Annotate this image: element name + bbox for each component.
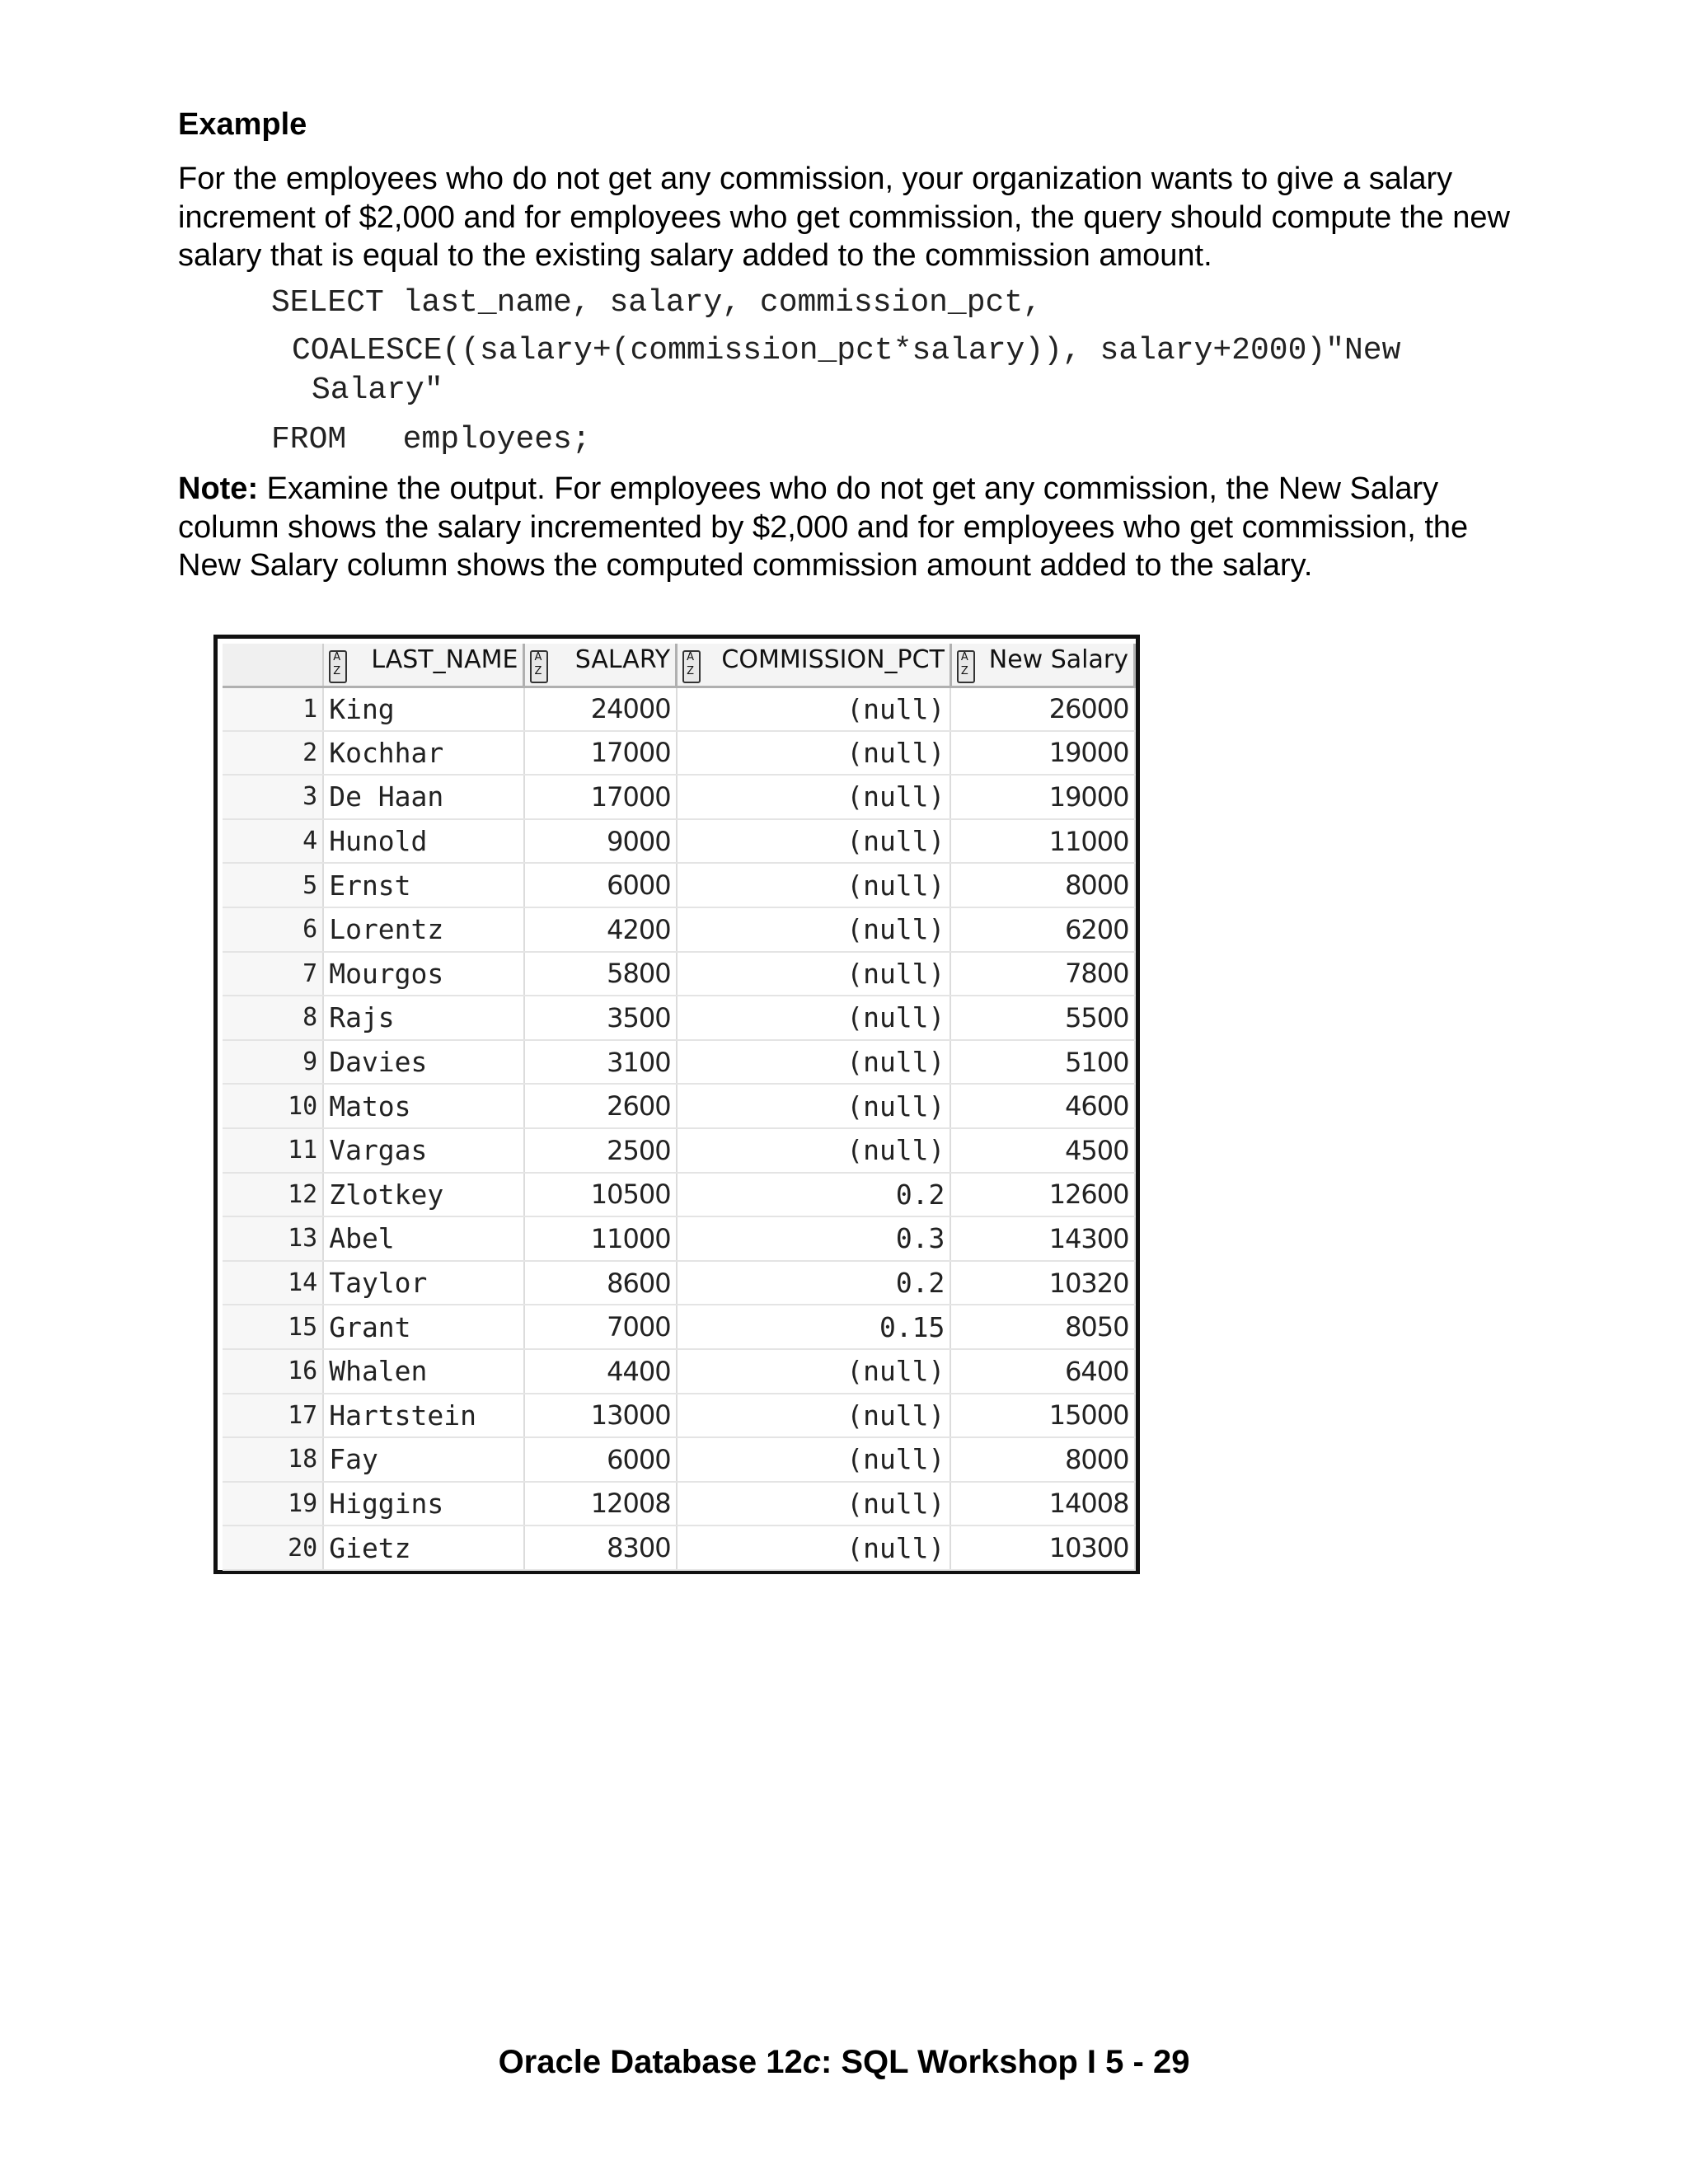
cell-salary[interactable]: 6000 [524,863,677,907]
cell-commission-pct[interactable]: (null) [677,1526,951,1570]
cell-new-salary[interactable]: 10320 [950,1261,1134,1305]
cell-last-name[interactable]: Davies [323,1040,524,1085]
query-result-grid [213,635,1140,1574]
table-row[interactable] [223,1349,1135,1394]
cell-salary[interactable]: 17000 [524,731,677,776]
row-number[interactable]: 14 [223,1261,323,1305]
cell-last-name[interactable]: Hunold [323,819,524,864]
column-header-last-name[interactable]: A Z LAST_NAME [323,644,524,687]
cell-commission-pct[interactable]: 0.15 [677,1305,951,1349]
row-number[interactable]: 16 [223,1349,323,1394]
cell-new-salary[interactable]: 4500 [950,1128,1134,1173]
cell-last-name[interactable]: Ernst [323,863,524,907]
cell-salary[interactable]: 24000 [524,687,677,731]
cell-new-salary[interactable]: 6200 [950,907,1134,952]
cell-last-name[interactable]: Matos [323,1084,524,1128]
row-number[interactable]: 20 [223,1526,323,1570]
cell-new-salary[interactable]: 4600 [950,1084,1134,1128]
row-number[interactable]: 3 [223,775,323,819]
cell-salary[interactable]: 6000 [524,1437,677,1482]
row-number-header [223,644,323,687]
cell-new-salary[interactable]: 8000 [950,863,1134,907]
cell-new-salary[interactable]: 8050 [950,1305,1134,1349]
table-row[interactable] [223,1216,1135,1261]
table-row[interactable] [223,1526,1135,1570]
cell-salary[interactable]: 4400 [524,1349,677,1394]
table-row[interactable] [223,1040,1135,1085]
cell-new-salary[interactable]: 12600 [950,1173,1134,1217]
cell-commission-pct[interactable]: (null) [677,819,951,864]
cell-salary[interactable]: 5800 [524,952,677,996]
cell-salary[interactable]: 3100 [524,1040,677,1085]
header-row [223,644,1135,687]
sort-icon[interactable] [957,650,975,683]
table-row[interactable] [223,1305,1135,1349]
cell-last-name[interactable]: Whalen [323,1349,524,1394]
cell-salary[interactable]: 17000 [524,775,677,819]
cell-commission-pct[interactable]: 0.2 [677,1261,951,1305]
table-row[interactable] [223,1437,1135,1482]
sort-icon[interactable] [530,650,548,683]
table-row[interactable] [223,996,1135,1040]
cell-last-name[interactable]: Fay [323,1437,524,1482]
sort-icon[interactable] [329,650,347,683]
row-number[interactable]: 10 [223,1084,323,1128]
table-body [223,687,1135,1570]
cell-commission-pct[interactable]: (null) [677,1349,951,1394]
cell-last-name[interactable]: Grant [323,1305,524,1349]
cell-new-salary[interactable]: 8000 [950,1437,1134,1482]
table-row[interactable] [223,687,1135,731]
cell-new-salary[interactable]: 5500 [950,996,1134,1040]
row-number[interactable]: 12 [223,1173,323,1217]
table-row[interactable] [223,1173,1135,1217]
sort-icon[interactable] [682,650,701,683]
row-number[interactable]: 2 [223,731,323,776]
cell-commission-pct[interactable]: (null) [677,863,951,907]
cell-new-salary[interactable]: 26000 [950,687,1134,731]
code-line-coalesce: COALESCE((salary+(commission_pct*salary)), salary+2000)"New [292,333,1401,368]
code-line-from: FROM employees; [271,422,591,457]
cell-new-salary[interactable]: 11000 [950,819,1134,864]
row-number[interactable]: 1 [223,687,323,731]
cell-commission-pct[interactable]: (null) [677,1394,951,1438]
row-number[interactable]: 4 [223,819,323,864]
cell-commission-pct[interactable]: (null) [677,1128,951,1173]
cell-salary[interactable]: 8600 [524,1261,677,1305]
cell-commission-pct[interactable]: (null) [677,907,951,952]
cell-last-name[interactable]: De Haan [323,775,524,819]
cell-last-name[interactable]: Hartstein [323,1394,524,1438]
cell-salary[interactable]: 9000 [524,819,677,864]
cell-last-name[interactable]: Lorentz [323,907,524,952]
cell-commission-pct[interactable]: (null) [677,1040,951,1085]
table-row[interactable] [223,731,1135,776]
row-number[interactable]: 15 [223,1305,323,1349]
table-row[interactable] [223,775,1135,819]
intro-paragraph: For the employees who do not get any commission, your organization wants to give a salary increment of $2,000 and for employees who get commission, the query should compute the new salary that is equal to the existing salary added to the commission amount. [178,162,1510,273]
cell-last-name[interactable]: Vargas [323,1128,524,1173]
cell-salary[interactable]: 11000 [524,1216,677,1261]
cell-commission-pct[interactable]: (null) [677,1437,951,1482]
note-paragraph [178,470,1530,585]
row-number[interactable]: 18 [223,1437,323,1482]
cell-salary[interactable]: 13000 [524,1394,677,1438]
cell-commission-pct[interactable]: 0.3 [677,1216,951,1261]
note-label: Note: [178,471,259,506]
table-row[interactable] [223,1261,1135,1305]
cell-salary[interactable]: 4200 [524,907,677,952]
cell-new-salary[interactable]: 14008 [950,1482,1134,1526]
note-text: Examine the output. For employees who do not get any commission, the New Salary column shows the salary incremented by $2,000 and for employees who get commission, the New Salary column shows the computed commission amount added to the salary. [178,471,1469,583]
cell-new-salary[interactable]: 19000 [950,731,1134,776]
row-number[interactable]: 5 [223,863,323,907]
table-row[interactable] [223,1084,1135,1128]
column-header-commission-pct[interactable]: A Z COMMISSION_PCT [677,644,951,687]
table-row[interactable] [223,819,1135,864]
code-line-alias: Salary" [312,373,443,408]
table-row[interactable] [223,863,1135,907]
cell-salary[interactable]: 10500 [524,1173,677,1217]
cell-commission-pct[interactable]: (null) [677,687,951,731]
row-number[interactable]: 8 [223,996,323,1040]
result-table [223,644,1136,1571]
cell-commission-pct[interactable]: (null) [677,952,951,996]
cell-commission-pct[interactable]: 0.2 [677,1173,951,1217]
cell-new-salary[interactable]: 6400 [950,1349,1134,1394]
cell-commission-pct[interactable]: (null) [677,731,951,776]
cell-last-name[interactable]: Gietz [323,1526,524,1570]
row-number[interactable]: 6 [223,907,323,952]
cell-last-name[interactable]: Zlotkey [323,1173,524,1217]
table-row[interactable] [223,1394,1135,1438]
cell-commission-pct[interactable]: (null) [677,1482,951,1526]
cell-last-name[interactable]: Kochhar [323,731,524,776]
cell-salary[interactable]: 2600 [524,1084,677,1128]
cell-new-salary[interactable]: 19000 [950,775,1134,819]
row-number[interactable]: 17 [223,1394,323,1438]
cell-last-name[interactable]: Rajs [323,996,524,1040]
cell-last-name[interactable]: King [323,687,524,731]
cell-new-salary[interactable]: 10300 [950,1526,1134,1570]
cell-last-name[interactable]: Taylor [323,1261,524,1305]
cell-salary[interactable]: 8300 [524,1526,677,1570]
cell-new-salary[interactable]: 7800 [950,952,1134,996]
table-row[interactable] [223,1482,1135,1526]
section-heading: Example [178,107,307,142]
page-footer: Oracle Database 12c: SQL Workshop I 5 - 29 [498,2044,1190,2080]
table-row[interactable] [223,1128,1135,1173]
row-number[interactable]: 13 [223,1216,323,1261]
cell-last-name[interactable]: Mourgos [323,952,524,996]
code-line-select: SELECT last_name, salary, commission_pct, [271,285,1042,321]
table-row[interactable] [223,952,1135,996]
cell-salary[interactable]: 7000 [524,1305,677,1349]
row-number[interactable]: 19 [223,1482,323,1526]
cell-last-name[interactable]: Higgins [323,1482,524,1526]
row-number[interactable]: 7 [223,952,323,996]
cell-new-salary[interactable]: 15000 [950,1394,1134,1438]
row-number[interactable]: 11 [223,1128,323,1173]
row-number[interactable]: 9 [223,1040,323,1085]
cell-new-salary[interactable]: 14300 [950,1216,1134,1261]
table-row[interactable] [223,907,1135,952]
cell-last-name[interactable]: Abel [323,1216,524,1261]
cell-commission-pct[interactable]: (null) [677,1084,951,1128]
cell-commission-pct[interactable]: (null) [677,775,951,819]
cell-salary[interactable]: 2500 [524,1128,677,1173]
column-header-new-salary[interactable]: A Z New Salary [950,644,1134,687]
cell-salary[interactable]: 12008 [524,1482,677,1526]
column-header-salary[interactable]: A Z SALARY [524,644,677,687]
cell-commission-pct[interactable]: (null) [677,996,951,1040]
cell-salary[interactable]: 3500 [524,996,677,1040]
cell-new-salary[interactable]: 5100 [950,1040,1134,1085]
